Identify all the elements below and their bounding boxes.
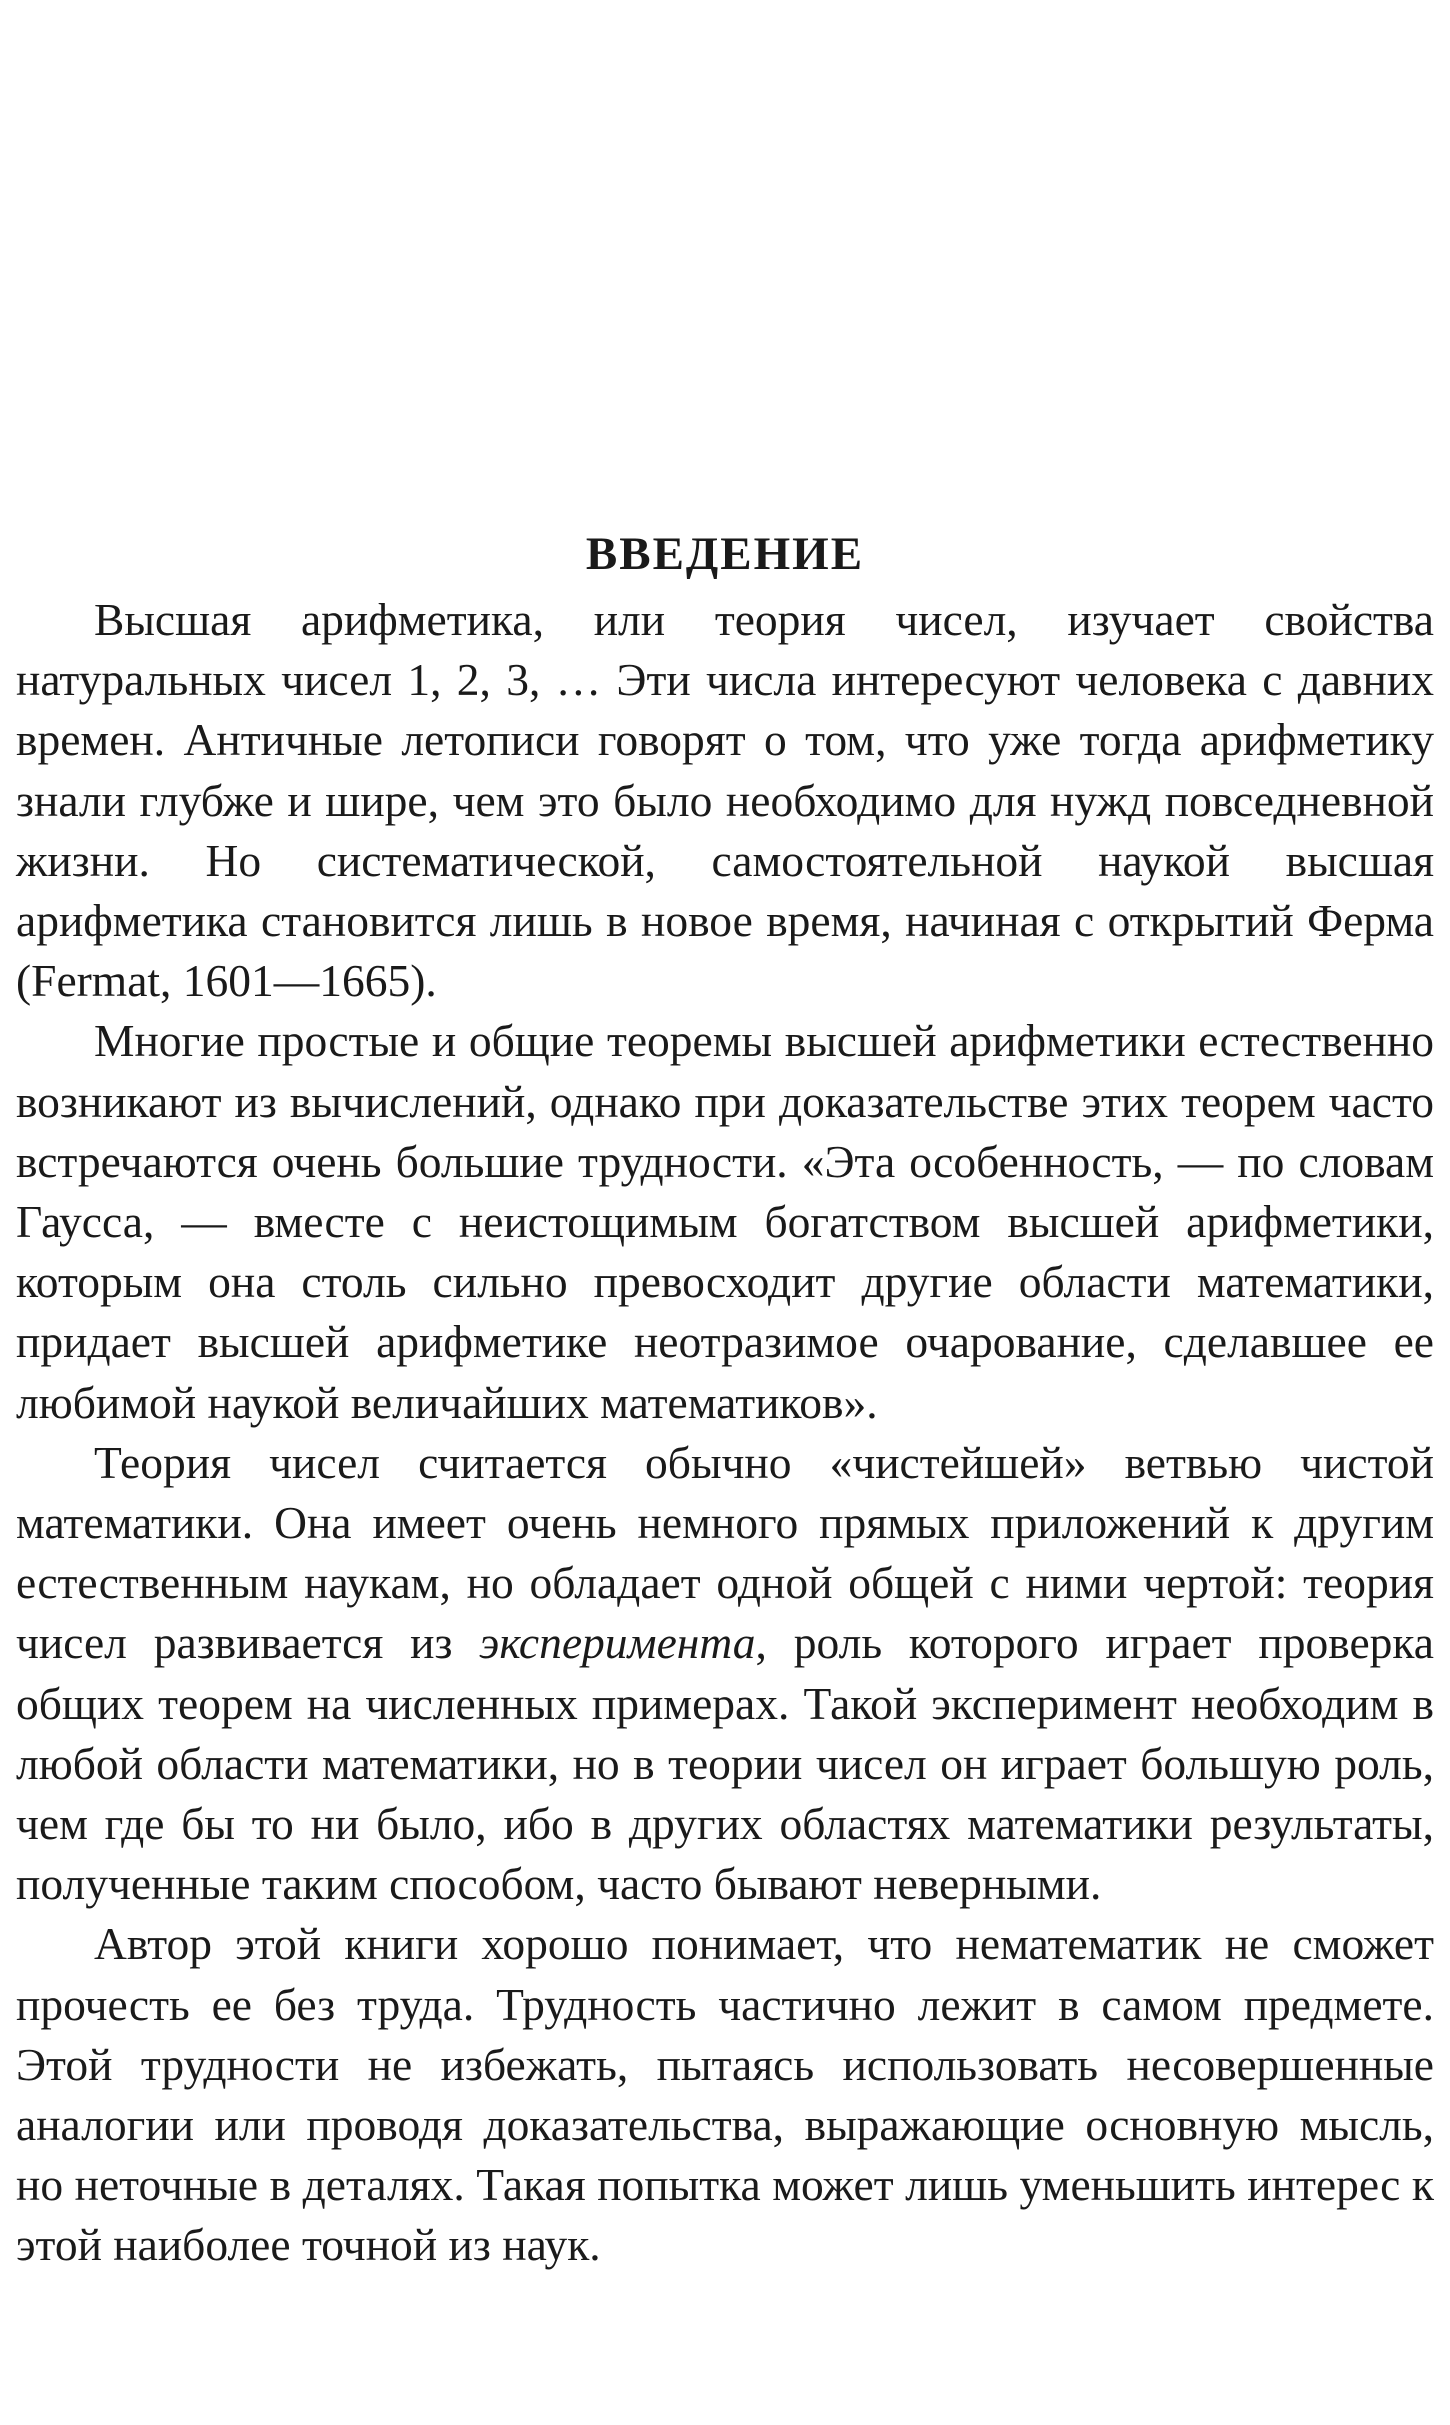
chapter-heading: ВВЕДЕНИЕ: [585, 528, 865, 581]
paragraph-2: Многие простые и общие теоремы высшей арифметики естественно возникают из вычислений, однако при доказательстве этих теорем часто встречаются очень большие трудности. «Эта особенность, — по словам Гаусса, — вместе с неистощимым богатством высшей арифметики, которым она столь сильно превосходит другие области математики, придает высшей арифметике неотразимое очарование, сделавшее ее любимой наукой величайших математиков».: [16, 1015, 1434, 1428]
paragraph-4: Автор этой книги хорошо понимает, что нематематик не сможет прочесть ее без труда. Трудность частично лежит в самом предмете. Этой трудности не избежать, пытаясь использовать несовершенные аналогии или проводя доказательства, выражающие основную мысль, но неточные в деталях. Такая попытка может лишь уменьшить интерес к этой наиболее точной из наук.: [16, 1918, 1434, 2271]
paragraph-3-before: Теория чисел считается обычно «чистейшей» ветвью чистой математики. Она имеет очень немного прямых приложений к другим естественным наукам, но обладает одной общей с ними чертой: теория чисел развивается из: [16, 1436, 1434, 1669]
paragraph-3: [16, 1433, 1434, 1915]
paragraph-3-after: , роль которого играет проверка общих теорем на численных примерах. Такой эксперимент необходим в любой области математики, но в теории чисел он играет большую роль, чем где бы то ни было, ибо в других областях математики результаты, полученные таким способом, часто бывают неверными.: [16, 1617, 1435, 1910]
document-page: [16, 0, 1434, 2425]
emphasized-term: эксперимента: [479, 1617, 756, 1669]
paragraph-1: Высшая арифметика, или теория чисел, изучает свойства натуральных чисел 1, 2, 3, … Эти числа интересуют человека с давних времен. Античные летописи говорят о том, что уже тогда арифметику знали глубже и шире, чем это было необходимо для нужд повседневной жизни. Но систематической, самостоятельной наукой высшая арифметика становится лишь в новое время, начиная с открытий Ферма (Fermat, 1601—1665).: [16, 594, 1434, 1007]
body-text: [16, 590, 1434, 2276]
